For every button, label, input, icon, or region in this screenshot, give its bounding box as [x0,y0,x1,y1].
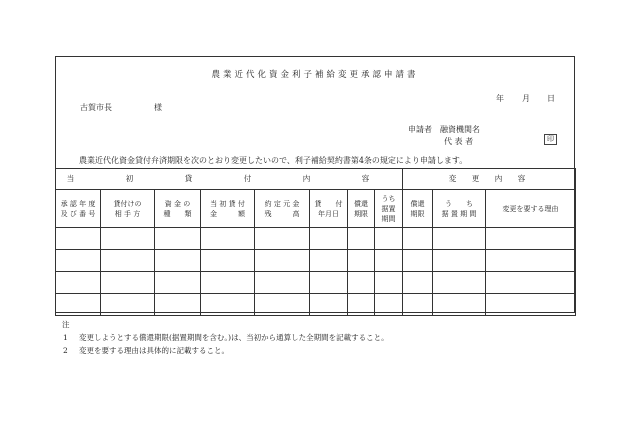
cell-deferment-period[interactable] [375,250,403,272]
representative-label: 代 表 者 [444,137,474,146]
seal-mark: 印 [544,134,557,145]
cell-new-repayment-term[interactable] [403,272,433,294]
group-header-row [56,169,576,190]
cell-fund-type[interactable] [155,294,201,316]
cell-deferment-period[interactable] [375,294,403,316]
col-deferment-period: うち 据置 期間 [375,190,403,228]
column-header-row [56,190,576,228]
cell-fund-type[interactable] [155,250,201,272]
col-loan-date: 貸 付 年月日 [310,190,348,228]
date-day-label: 日 [547,94,555,103]
cell-loan-date[interactable] [310,228,348,250]
cell-change-reason[interactable] [486,250,576,272]
col-fund-type: 資 金 の 種 類 [155,190,201,228]
cell-borrower[interactable] [101,250,155,272]
cell-new-deferment-period[interactable] [433,250,486,272]
addressee-honorific: 様 [154,103,162,112]
cell-change-reason[interactable] [486,272,576,294]
addressee-name: 古賀市長 [80,103,112,112]
table-row [56,250,576,272]
cell-new-deferment-period[interactable] [433,272,486,294]
date-month-label: 月 [522,94,530,103]
form-title: 農業近代化資金利子補給変更承認申請書 [211,70,419,80]
cell-repayment-term[interactable] [348,228,375,250]
cell-approval-year-number[interactable] [56,228,101,250]
cell-contract-principal-balance[interactable] [255,272,310,294]
loan-detail-table [55,168,576,316]
cell-loan-date[interactable] [310,250,348,272]
cell-new-repayment-term[interactable] [403,228,433,250]
cell-fund-type[interactable] [155,228,201,250]
col-initial-loan-amount: 当 初 貸 付 金 額 [201,190,255,228]
table-row [56,228,576,250]
col-borrower: 貸付けの 相 手 方 [101,190,155,228]
col-new-deferment-period: う ち 据 置 期 間 [433,190,486,228]
table-row [56,272,576,294]
col-new-repayment-term: 償還 期限 [403,190,433,228]
table-row [56,294,576,316]
cell-repayment-term[interactable] [348,272,375,294]
cell-loan-date[interactable] [310,294,348,316]
note-item: 2 変更を要する理由は具体的に記載すること。 [63,346,229,355]
cell-approval-year-number[interactable] [56,250,101,272]
cell-approval-year-number[interactable] [56,294,101,316]
cell-change-reason[interactable] [486,228,576,250]
col-change-reason: 変更を要する理由 [486,190,576,228]
cell-borrower[interactable] [101,228,155,250]
cell-borrower[interactable] [101,272,155,294]
cell-approval-year-number[interactable] [56,272,101,294]
cell-initial-loan-amount[interactable] [201,294,255,316]
col-approval-year-number: 承 認 年 度 及 び 番 号 [56,190,101,228]
cell-loan-date[interactable] [310,272,348,294]
cell-new-repayment-term[interactable] [403,294,433,316]
cell-borrower[interactable] [101,294,155,316]
cell-initial-loan-amount[interactable] [201,228,255,250]
cell-new-deferment-period[interactable] [433,294,486,316]
change-group-header: 変 更 内 容 [403,169,576,190]
cell-fund-type[interactable] [155,272,201,294]
cell-initial-loan-amount[interactable] [201,272,255,294]
cell-change-reason[interactable] [486,294,576,316]
cell-deferment-period[interactable] [375,272,403,294]
addressee [80,102,162,113]
cell-new-repayment-term[interactable] [403,250,433,272]
cell-new-deferment-period[interactable] [433,228,486,250]
cell-repayment-term[interactable] [348,250,375,272]
note-item: 1 変更しようとする償還期限(据置期間を含む。)は、当初から通算した全期間を記載すること。 [63,333,389,342]
cell-contract-principal-balance[interactable] [255,294,310,316]
col-contract-principal-balance: 約 定 元 金 残 高 [255,190,310,228]
cell-initial-loan-amount[interactable] [201,250,255,272]
notes-heading: 注 [62,320,70,329]
date-year-label: 年 [496,94,504,103]
cell-repayment-term[interactable] [348,294,375,316]
original-loan-group-header: 当 初 貸 付 内 容 [56,169,403,190]
notes-section [62,318,389,357]
cell-contract-principal-balance[interactable] [255,250,310,272]
col-repayment-term: 償還 期限 [348,190,375,228]
cell-deferment-period[interactable] [375,228,403,250]
institution-name-label: 融資機関名 [440,125,480,134]
application-statement: 農業近代化資金貸付弁済期限を次のとおり変更したいので、利子補給契約書第4条の規定により申請します。 [79,156,468,165]
applicant-label: 申請者 [408,125,432,134]
cell-contract-principal-balance[interactable] [255,228,310,250]
